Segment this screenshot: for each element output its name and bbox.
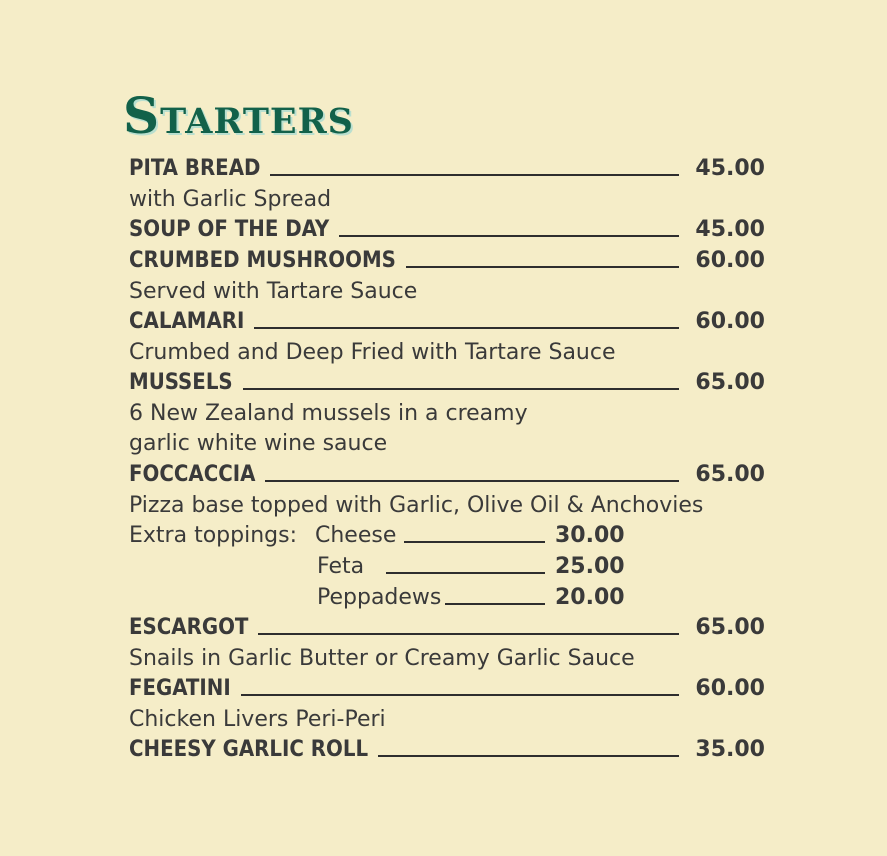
- item-price: 60.00: [695, 309, 765, 334]
- dotted-leader: [386, 572, 545, 574]
- item-name: CALAMARI: [129, 309, 245, 334]
- dotted-leader: [339, 235, 679, 237]
- item-description: Served with Tartare Sauce: [129, 279, 418, 304]
- item-price: 65.00: [695, 615, 765, 640]
- item-name: PITA BREAD: [129, 156, 261, 181]
- topping-price: 20.00: [555, 585, 625, 610]
- menu-item-calamari: [129, 307, 765, 337]
- topping-price: 25.00: [555, 554, 625, 579]
- topping-price: 30.00: [555, 523, 625, 548]
- item-price: 35.00: [695, 737, 765, 762]
- dotted-leader: [406, 266, 679, 268]
- item-price: 45.00: [695, 217, 765, 242]
- item-description: Pizza base topped with Garlic, Olive Oil & Anchovies: [129, 493, 704, 518]
- menu-item-escargot: [129, 613, 765, 643]
- item-description: Chicken Livers Peri-Peri: [129, 707, 386, 732]
- item-price: 65.00: [695, 370, 765, 395]
- dotted-leader: [258, 633, 679, 635]
- item-name: ESCARGOT: [129, 615, 249, 640]
- extra-toppings-label: Extra toppings:: [129, 523, 297, 548]
- menu-item-foccaccia: [129, 460, 765, 490]
- item-name: FEGATINI: [129, 676, 231, 701]
- dotted-leader: [265, 480, 679, 482]
- dotted-leader: [404, 541, 545, 543]
- dotted-leader: [378, 755, 679, 757]
- item-name: CHEESY GARLIC ROLL: [129, 737, 369, 762]
- item-name: MUSSELS: [129, 370, 233, 395]
- item-description: Crumbed and Deep Fried with Tartare Sauce: [129, 340, 616, 365]
- item-name: FOCCACCIA: [129, 462, 256, 487]
- item-price: 60.00: [695, 248, 765, 273]
- section-title: Starters: [123, 86, 354, 145]
- extra-topping-peppadews: [317, 583, 627, 613]
- menu-item-fegatini: [129, 674, 765, 704]
- dotted-leader: [241, 694, 679, 696]
- item-description: garlic white wine sauce: [129, 431, 388, 456]
- topping-name: Cheese: [315, 523, 397, 548]
- menu-item-mussels: [129, 368, 765, 398]
- dotted-leader: [445, 603, 545, 605]
- dotted-leader: [254, 327, 679, 329]
- item-description: with Garlic Spread: [129, 187, 332, 212]
- item-price: 45.00: [695, 156, 765, 181]
- dotted-leader: [270, 174, 679, 176]
- extra-topping-feta: [317, 552, 627, 582]
- item-description: 6 New Zealand mussels in a creamy: [129, 401, 528, 426]
- dotted-leader: [243, 388, 679, 390]
- menu-item-soup: [129, 215, 765, 245]
- menu-item-cheesy-garlic-roll: [129, 735, 765, 765]
- item-price: 60.00: [695, 676, 765, 701]
- menu-item-crumbed-mushrooms: [129, 246, 765, 276]
- extra-topping-cheese: [315, 521, 627, 551]
- topping-name: Peppadews: [317, 585, 442, 610]
- item-name: SOUP OF THE DAY: [129, 217, 330, 242]
- item-name: CRUMBED MUSHROOMS: [129, 248, 396, 273]
- menu-item-pita-bread: [129, 154, 765, 184]
- item-description: Snails in Garlic Butter or Creamy Garlic Sauce: [129, 646, 635, 671]
- topping-name: Feta: [317, 554, 365, 579]
- item-price: 65.00: [695, 462, 765, 487]
